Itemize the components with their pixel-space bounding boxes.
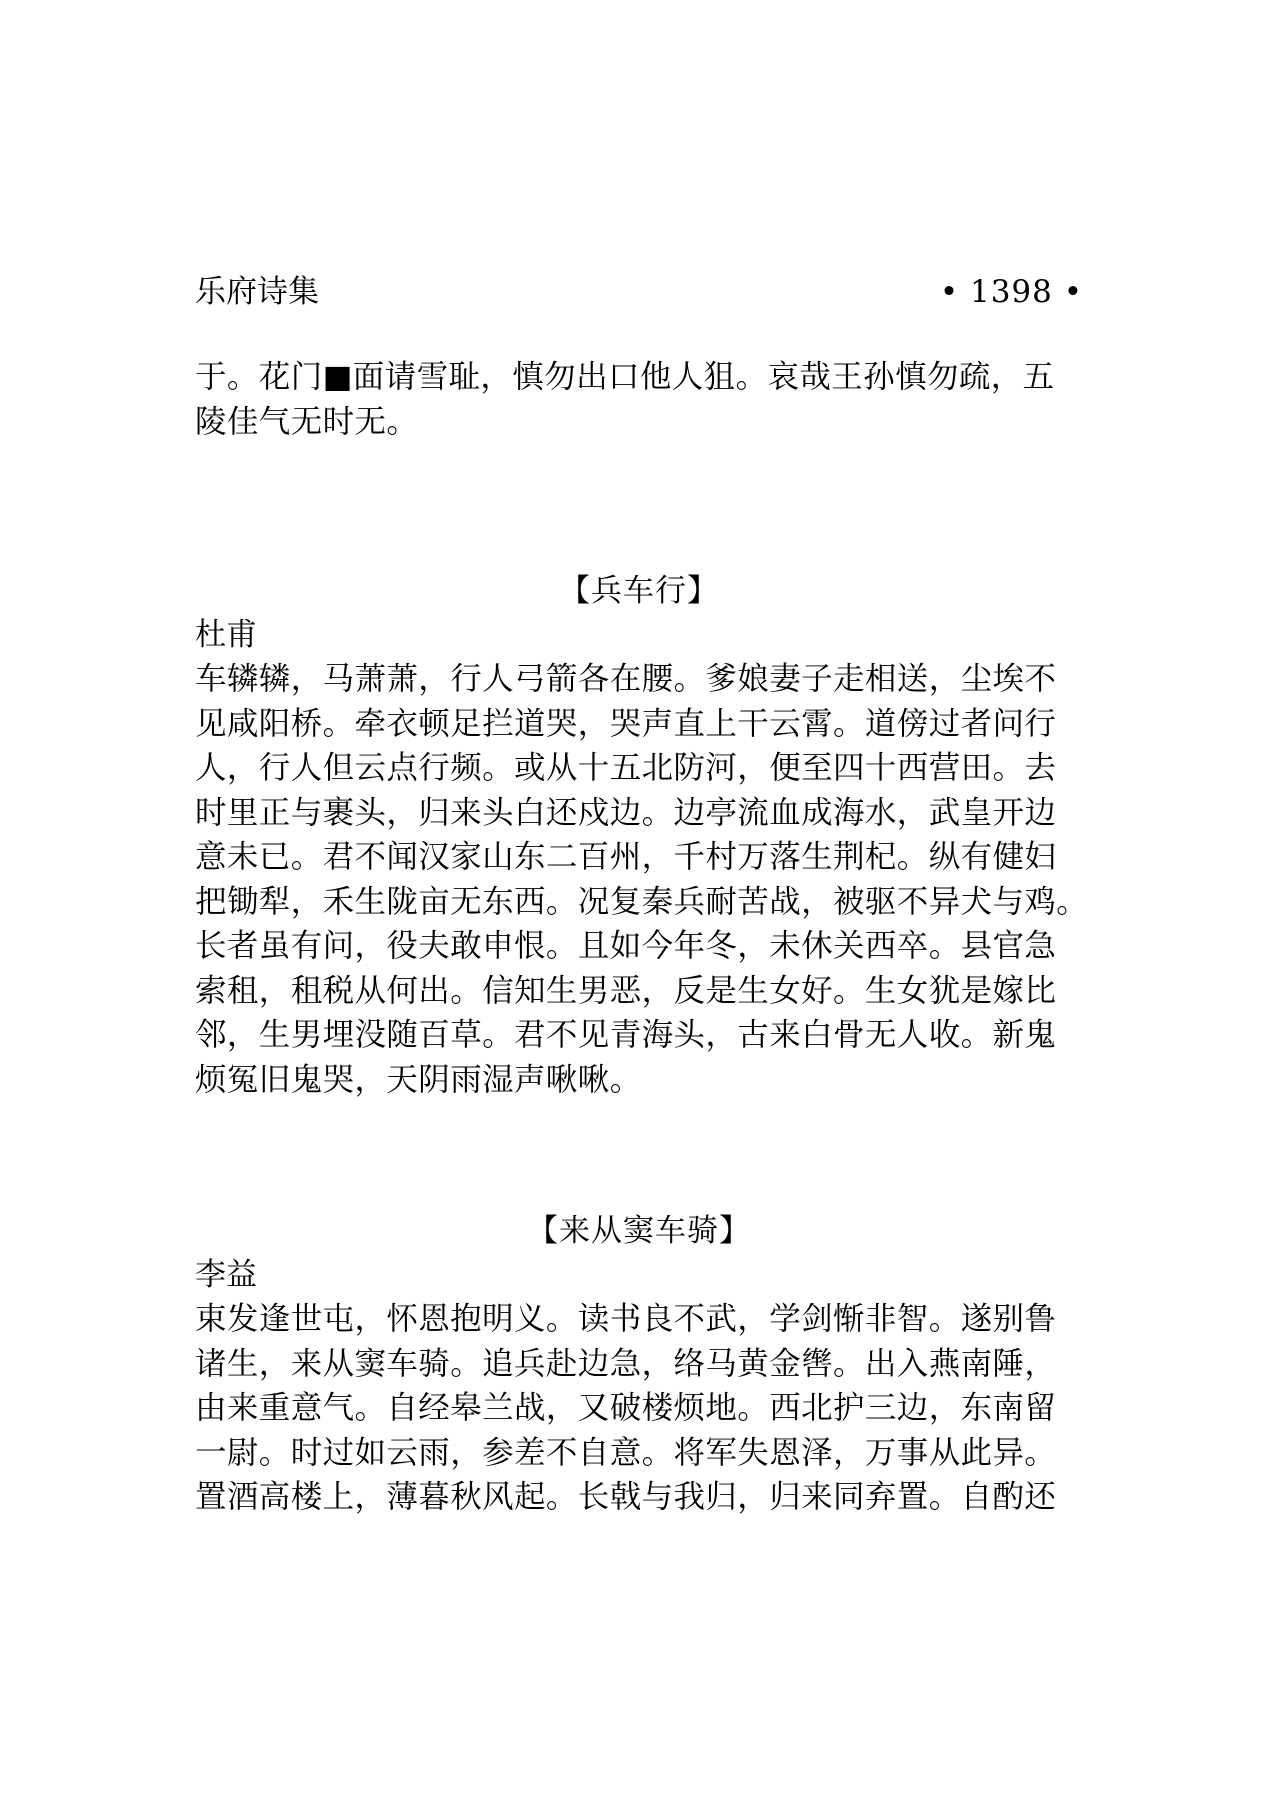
page-number: • 1398 • bbox=[939, 274, 1083, 310]
text-line: 车辚辚，马萧萧，行人弓箭各在腰。爹娘妻子走相送，尘埃不 bbox=[195, 661, 1057, 697]
text-line: 意未已。君不闻汉家山东二百州，千村万落生荆杞。纵有健妇 bbox=[195, 839, 1057, 875]
poem-author: 杜甫 bbox=[195, 617, 257, 653]
running-header bbox=[195, 270, 1083, 314]
text-line: 索租，租税从何出。信知生男恶，反是生女好。生女犹是嫁比 bbox=[195, 972, 1057, 1009]
text-line: 人，行人但云点行频。或从十五北防河，便至四十西营田。去 bbox=[195, 750, 1057, 786]
poem-title: 【兵车行】 bbox=[559, 573, 719, 609]
text-line: 置酒高楼上，薄暮秋风起。长戟与我归，归来同弃置。自酌还 bbox=[195, 1479, 1057, 1515]
text-line: 长者虽有问，役夫敢申恨。且如今年冬，未休关西卒。县官急 bbox=[195, 928, 1057, 964]
text-line: 一尉。时过如云雨，参差不自意。将军失恩泽，万事从此异。 bbox=[195, 1434, 1057, 1471]
poem-author: 李益 bbox=[195, 1257, 257, 1293]
text-line: 见咸阳桥。牵衣顿足拦道哭，哭声直上干云霄。道傍过者问行 bbox=[195, 705, 1057, 742]
text-line: 时里正与裹头，归来头白还戍边。边亭流血成海水，武皇开边 bbox=[195, 794, 1057, 831]
document-page bbox=[195, 0, 1089, 1795]
text-line: 由来重意气。自经皋兰战，又破楼烦地。西北护三边，东南留 bbox=[195, 1390, 1057, 1426]
text-line: 邻，生男埋没随百草。君不见青海头，古来白骨无人收。新鬼 bbox=[195, 1017, 1057, 1053]
text-line: 烦冤旧鬼哭，天阴雨湿声啾啾。 bbox=[195, 1061, 642, 1098]
text-line: 诸生，来从窦车骑。追兵赴边急，络马黄金辔。出入燕南陲， bbox=[195, 1345, 1057, 1382]
text-line: 束发逢世屯，怀恩抱明义。读书良不武，学剑惭非智。遂别鲁 bbox=[195, 1301, 1057, 1337]
poem-section bbox=[195, 569, 1089, 1102]
text-line: 把锄犁，禾生陇亩无东西。况复秦兵耐苦战，被驱不异犬与鸡。 bbox=[195, 883, 1089, 920]
poem-section bbox=[195, 1209, 1083, 1520]
poem-title: 【来从窦车骑】 bbox=[527, 1213, 751, 1249]
continued-poem-text bbox=[195, 355, 1083, 444]
text-line: 于。花门■面请雪耻，慎勿出口他人狙。哀哉王孙慎勿疏，五 bbox=[195, 359, 1055, 395]
text-line: 陵佳气无时无。 bbox=[195, 403, 419, 440]
book-title: 乐府诗集 bbox=[195, 274, 319, 310]
